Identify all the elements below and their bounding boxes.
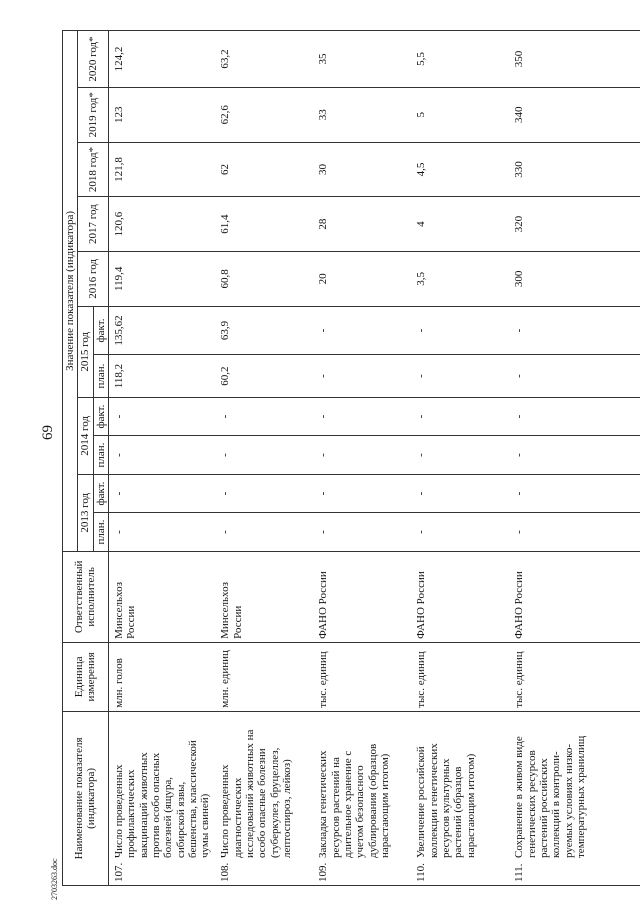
value-cell: - xyxy=(108,513,215,551)
row-number: 108. xyxy=(219,862,232,882)
value-cell: 60,8 xyxy=(215,252,313,307)
value-cell: 5 xyxy=(411,87,509,142)
value-cell: - xyxy=(215,436,313,474)
row-number: 107. xyxy=(112,862,125,882)
indicator-name-cell xyxy=(509,711,640,885)
executor-cell: Минсельхоз России xyxy=(215,551,313,642)
row-number: 111. xyxy=(513,863,526,882)
row-number: 110. xyxy=(415,863,428,882)
indicator-name-cell xyxy=(411,711,509,885)
table-body xyxy=(108,31,640,886)
unit-cell: млн. единиц xyxy=(215,642,313,711)
value-cell: - xyxy=(509,436,640,474)
indicator-name-cell xyxy=(215,711,313,885)
value-cell: - xyxy=(411,397,509,435)
indicator-name-cell xyxy=(108,711,215,885)
value-cell: 119,4 xyxy=(108,252,215,307)
executor-cell: ФАНО России xyxy=(411,551,509,642)
value-cell: 62 xyxy=(215,142,313,197)
value-cell: 350 xyxy=(509,31,640,88)
value-cell: 120,6 xyxy=(108,197,215,252)
value-cell: 20 xyxy=(313,252,411,307)
value-cell: 4,5 xyxy=(411,142,509,197)
value-cell: - xyxy=(215,397,313,435)
table-row xyxy=(215,31,313,886)
indicator-name: Число проведенных профилактических вакцинаций животных против особо опасных болезней (ящура, сибирской язвы, бешенства, классической чумы свиней) xyxy=(112,740,212,858)
header-row-1 xyxy=(63,31,78,886)
header-2013-fact: факт. xyxy=(93,474,108,512)
value-cell: - xyxy=(509,355,640,398)
unit-cell: тыс. единиц xyxy=(313,642,411,711)
value-cell: 3,5 xyxy=(411,252,509,307)
header-2018: 2018 год* xyxy=(78,142,109,197)
value-cell: - xyxy=(411,306,509,355)
value-cell: 33 xyxy=(313,87,411,142)
value-cell: 63,9 xyxy=(215,306,313,355)
table-row xyxy=(108,31,215,886)
value-cell: 330 xyxy=(509,142,640,197)
value-cell: - xyxy=(509,513,640,551)
value-cell: 5,5 xyxy=(411,31,509,88)
value-cell: - xyxy=(509,306,640,355)
header-2014-plan: план. xyxy=(93,436,108,474)
value-cell: - xyxy=(313,513,411,551)
value-cell: 124,2 xyxy=(108,31,215,88)
header-unit: Единица измерения xyxy=(63,642,109,711)
value-cell: - xyxy=(313,436,411,474)
value-cell: - xyxy=(215,474,313,512)
value-cell: 60,2 xyxy=(215,355,313,398)
value-cell: 61,4 xyxy=(215,197,313,252)
value-cell: - xyxy=(313,306,411,355)
value-cell: 340 xyxy=(509,87,640,142)
value-cell: 30 xyxy=(313,142,411,197)
table-row xyxy=(509,31,640,886)
value-cell: - xyxy=(411,355,509,398)
value-cell: - xyxy=(509,397,640,435)
value-cell: 62,6 xyxy=(215,87,313,142)
header-2014: 2014 год xyxy=(78,397,93,474)
header-2016: 2016 год xyxy=(78,252,109,307)
indicator-name: Сохранение в живом виде генетических ресурсов растений российских коллекций в контроли-руемых условиях низко-температурных хранилищ xyxy=(513,735,587,858)
page-number: 69 xyxy=(40,425,56,440)
value-cell: - xyxy=(509,474,640,512)
indicator-name: Число проведенных диагностических исследований животных на особо опасные болезни (туберкулез, бруцеллез, лептоспироз, лейкоз) xyxy=(219,729,293,858)
value-cell: 320 xyxy=(509,197,640,252)
header-2019: 2019 год* xyxy=(78,87,109,142)
value-cell: - xyxy=(108,474,215,512)
value-cell: - xyxy=(215,513,313,551)
header-2014-fact: факт. xyxy=(93,397,108,435)
header-2017: 2017 год xyxy=(78,197,109,252)
table-row xyxy=(411,31,509,886)
indicator-name: Закладка генетических ресурсов растений на длительное хранение с учетом безопасного дублирования (образцов нарастающим итогом) xyxy=(317,743,391,858)
indicator-table xyxy=(62,30,640,886)
value-cell: - xyxy=(411,436,509,474)
row-number: 109. xyxy=(317,862,330,882)
header-2015-fact: факт. xyxy=(93,306,108,355)
value-cell: 118,2 xyxy=(108,355,215,398)
value-cell: 121,8 xyxy=(108,142,215,197)
header-2015: 2015 год xyxy=(78,306,93,397)
value-cell: 300 xyxy=(509,252,640,307)
header-2020: 2020 год* xyxy=(78,31,109,88)
header-2013-plan: план. xyxy=(93,513,108,551)
unit-cell: млн. голов xyxy=(108,642,215,711)
executor-cell: ФАНО России xyxy=(509,551,640,642)
header-name: Наименование показателя (индикатора) xyxy=(63,711,109,885)
indicator-name-cell xyxy=(313,711,411,885)
value-cell: - xyxy=(108,397,215,435)
value-cell: - xyxy=(108,436,215,474)
document-id: 2703263.doc xyxy=(50,858,59,900)
header-executor: Ответственный исполнитель xyxy=(63,551,109,642)
value-cell: 28 xyxy=(313,197,411,252)
header-values-group: Значение показателя (индикатора) xyxy=(63,31,78,552)
value-cell: 4 xyxy=(411,197,509,252)
table-row xyxy=(313,31,411,886)
indicator-name: Увеличение российской коллекции генетических ресурсов культурных растений (образцов нарастающим итогом) xyxy=(415,743,477,858)
rotated-table-container xyxy=(62,30,630,886)
executor-cell: Минсельхоз России xyxy=(108,551,215,642)
value-cell: 63,2 xyxy=(215,31,313,88)
header-2013: 2013 год xyxy=(78,474,93,551)
executor-cell: ФАНО России xyxy=(313,551,411,642)
value-cell: 135,62 xyxy=(108,306,215,355)
unit-cell: тыс. единиц xyxy=(509,642,640,711)
value-cell: - xyxy=(313,397,411,435)
value-cell: 35 xyxy=(313,31,411,88)
value-cell: - xyxy=(411,474,509,512)
value-cell: - xyxy=(313,355,411,398)
header-2015-plan: план. xyxy=(93,355,108,398)
unit-cell: тыс. единиц xyxy=(411,642,509,711)
value-cell: 123 xyxy=(108,87,215,142)
value-cell: - xyxy=(313,474,411,512)
value-cell: - xyxy=(411,513,509,551)
